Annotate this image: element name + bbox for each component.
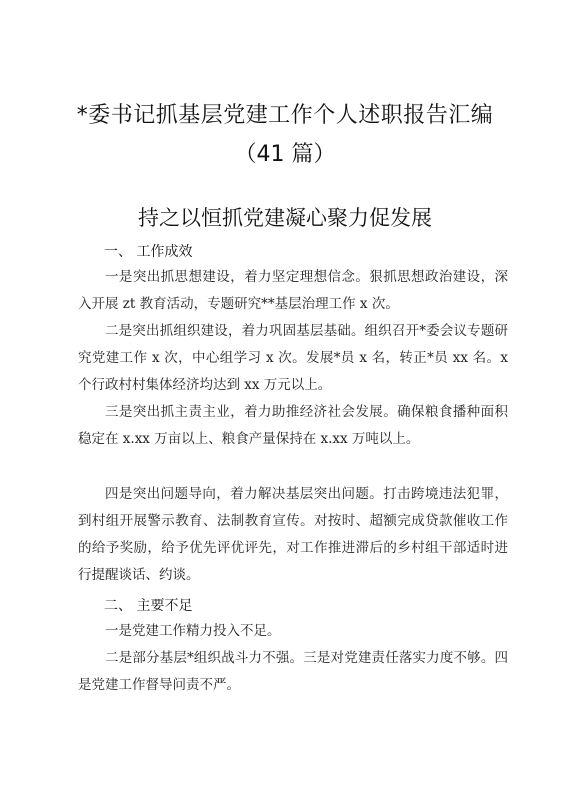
- section-heading-achievements: 一、 工作成效: [104, 244, 193, 260]
- paragraph-shortcoming-2: 二是部分基层*组织战斗力不强。三是对党建责任落实力度不够。四是党建工作督导问责不严。: [78, 650, 508, 693]
- paragraph-problem-orientation: 四是突出问题导向，着力解决基层突出问题。打击跨境违法犯罪，到村组开展警示教育、法制教育宣传。对按时、超额完成贷款催收工作的给予奖励，给予优先评优评先，对工作推进滞后的乡村组干部适时进行提醒谈话、约谈。: [78, 486, 508, 583]
- paragraph-shortcoming-1: 一是党建工作精力投入不足。: [105, 623, 281, 639]
- paragraph-economic-development: 三是突出抓主责主业，着力助推经济社会发展。确保粮食播种面积稳定在 x.xx 万亩以上、粮食产量保持在 x.xx 万吨以上。: [78, 404, 508, 447]
- document-title: *委书记抓基层党建工作个人述职报告汇编: [76, 103, 494, 128]
- section-heading-shortcomings: 二、 主要不足: [104, 598, 193, 614]
- paragraph-ideological-building: 一是突出抓思想建设，着力坚定理想信念。狠抓思想政治建设，深入开展 zt 教育活动，专题研究**基层治理工作 x 次。: [78, 269, 508, 312]
- paragraph-organizational-building: 二是突出抓组织建设，着力巩固基层基础。组织召开*委会议专题研究党建工作 x 次，中心组学习 x 次。发展*员 x 名，转正*员 xx 名。x 个行政村村集体经济均达到 xx 万元以上。: [78, 323, 508, 393]
- report-subtitle: 持之以恒抓党建凝心聚力促发展: [138, 206, 432, 230]
- document-title-count: （41 篇）: [234, 142, 336, 167]
